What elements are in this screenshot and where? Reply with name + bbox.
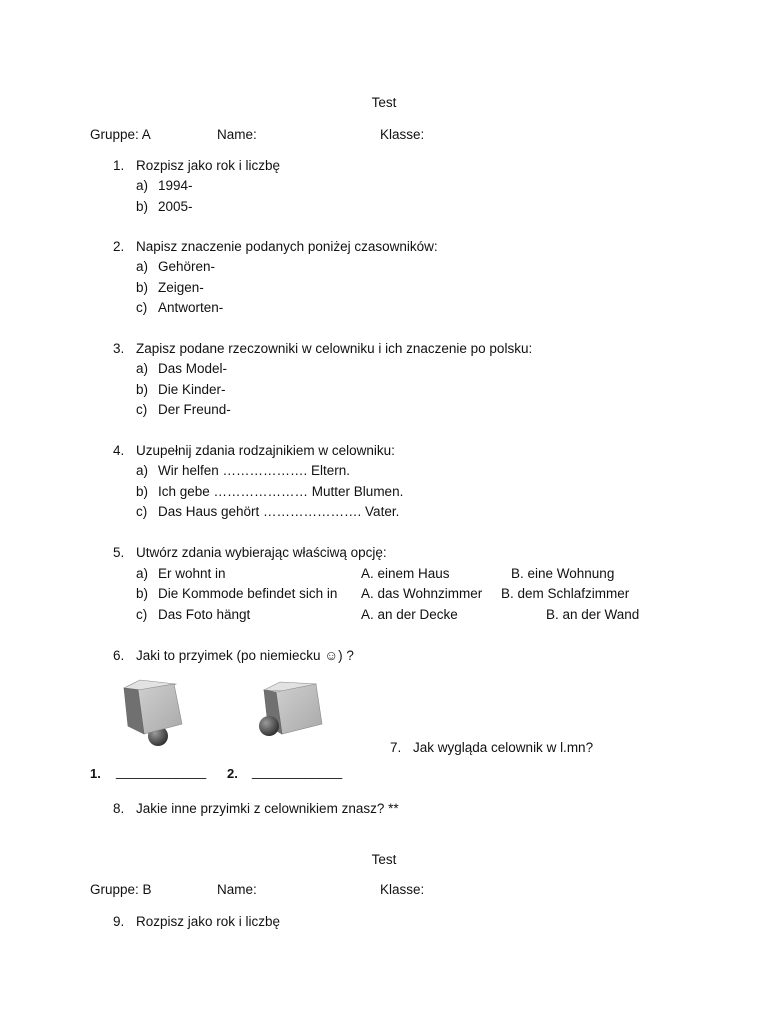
ball-icon [259, 716, 279, 736]
q7-text: Jak wygląda celownik w l.mn? [413, 740, 594, 755]
answer-2-number: 2. [227, 766, 238, 781]
q5-option-a: A. das Wohnzimmer [361, 586, 483, 601]
q9-text: Rozpisz jako rok i liczbę [136, 914, 281, 929]
cube-front [276, 684, 322, 734]
q2-text: Napisz znaczenie podanych poniżej czasowników: [136, 239, 438, 254]
q5-option-b: B. eine Wohnung [511, 566, 615, 581]
q3-number: 3. [113, 341, 125, 356]
q4-number: 4. [113, 443, 125, 458]
q5-item-label: a) [136, 566, 149, 581]
answer-1-blank[interactable]: ____________ [116, 764, 207, 779]
cube-front [138, 684, 182, 734]
q3-item-text: Der Freund- [158, 402, 231, 417]
q5-option-a: A. an der Decke [361, 607, 458, 622]
q8-text: Jakie inne przyimki z celownikiem znasz? ** [136, 801, 399, 816]
q2-item-text: Gehören- [158, 259, 216, 274]
q6-text: Jaki to przyimek (po niemiecku ☺) ? [136, 648, 354, 663]
q4-item-text: Das Haus gehört …………………. Vater. [158, 504, 400, 519]
q1-text: Rozpisz jako rok i liczbę [136, 158, 281, 173]
q3-text: Zapisz podane rzeczowniki w celowniku i ich znaczenie po polsku: [136, 341, 533, 356]
q3-item-label: a) [136, 361, 149, 376]
q6-number: 6. [113, 648, 125, 663]
q5-item-text: Die Kommode befindet sich in [158, 586, 338, 601]
group-label-a: Gruppe: A [90, 127, 151, 142]
q2-item-label: a) [136, 259, 149, 274]
q1-item-text: 1994- [158, 178, 193, 193]
q4-item-label: c) [136, 504, 148, 519]
q2-number: 2. [113, 239, 125, 254]
q5-option-a: A. einem Haus [361, 566, 450, 581]
q5-item-text: Das Foto hängt [158, 607, 251, 622]
class-label-b: Klasse: [380, 882, 425, 897]
q4-item-label: a) [136, 463, 149, 478]
q1-item-label: b) [136, 199, 149, 214]
q2-item-text: Zeigen- [158, 280, 204, 295]
q2-item-text: Antworten- [158, 300, 224, 315]
name-label-a: Name: [217, 127, 257, 142]
q5-item-label: c) [136, 607, 148, 622]
q5-item-label: b) [136, 586, 149, 601]
test-title-b: Test [371, 852, 397, 867]
q1-item-label: a) [136, 178, 149, 193]
q5-item-text: Er wohnt in [158, 566, 226, 581]
q5-text: Utwórz zdania wybierając właściwą opcję: [136, 545, 387, 560]
group-label-b: Gruppe: B [90, 882, 152, 897]
q4-item-label: b) [136, 484, 149, 499]
preposition-figure-neben [254, 678, 330, 744]
q5-option-b: B. dem Schlafzimmer [501, 586, 630, 601]
q5-number: 5. [113, 545, 125, 560]
q5-option-b: B. an der Wand [546, 607, 640, 622]
answer-2-blank[interactable]: ____________ [252, 764, 343, 779]
answer-1-number: 1. [90, 766, 101, 781]
q3-item-label: c) [136, 402, 148, 417]
q3-item-text: Das Model- [158, 361, 228, 376]
test-title-a: Test [371, 95, 397, 110]
q2-item-label: c) [136, 300, 148, 315]
q4-text: Uzupełnij zdania rodzajnikiem w celowniku: [136, 443, 395, 458]
name-label-b: Name: [217, 882, 257, 897]
preposition-figure-unter [118, 678, 190, 750]
q3-item-text: Die Kinder- [158, 382, 226, 397]
class-label-a: Klasse: [380, 127, 425, 142]
q9-number: 9. [113, 914, 125, 929]
q1-number: 1. [113, 158, 125, 173]
q2-item-label: b) [136, 280, 149, 295]
q3-item-label: b) [136, 382, 149, 397]
q4-item-text: Wir helfen ………………. Eltern. [158, 463, 351, 478]
q7-number: 7. [390, 740, 402, 755]
q4-item-text: Ich gebe ………………… Mutter Blumen. [158, 484, 404, 499]
q1-item-text: 2005- [158, 199, 193, 214]
q8-number: 8. [113, 801, 125, 816]
